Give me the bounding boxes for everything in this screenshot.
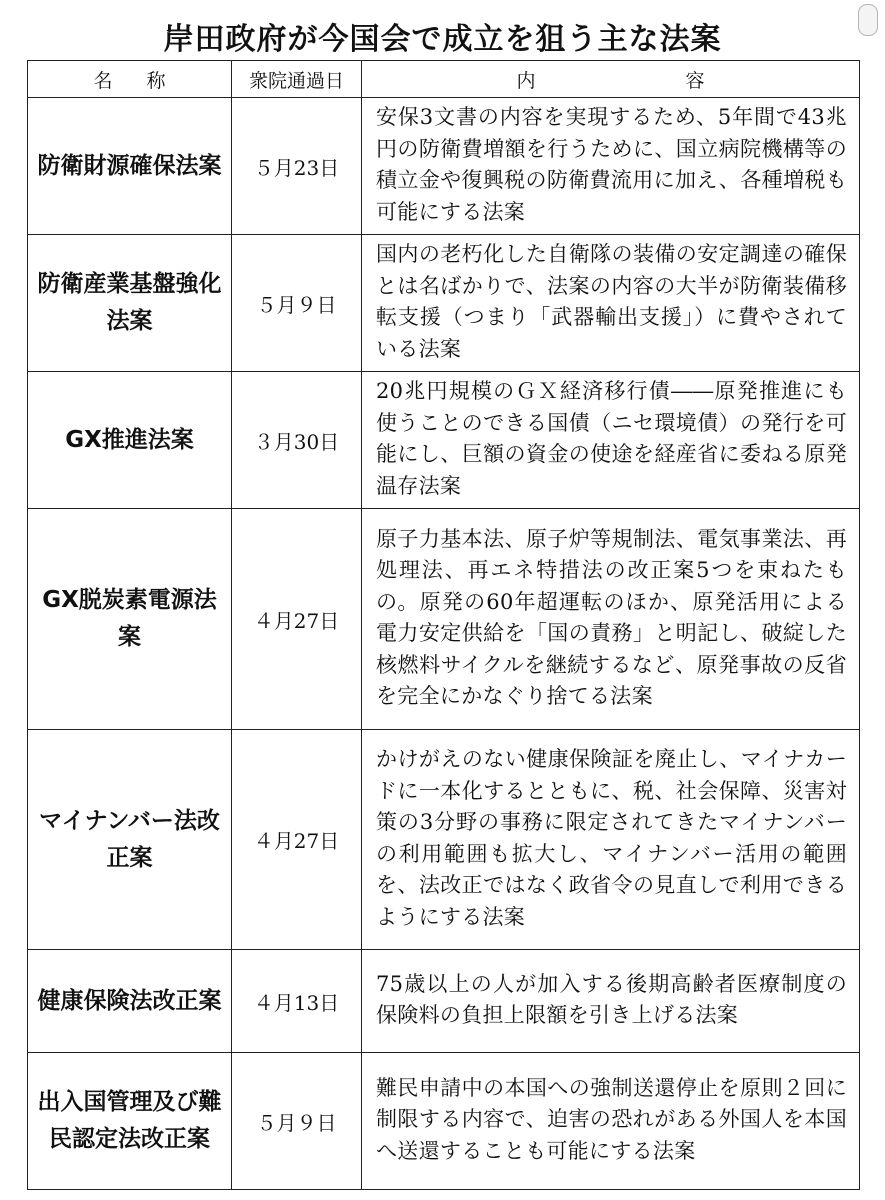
table-row	[28, 98, 860, 235]
pass-date: ４月13日	[232, 950, 362, 1053]
law-content: 難民申請中の本国への強制送還停止を原則２回に制限する内容で、迫害の恐れがある外国人を本国へ送還することも可能にする法案	[362, 1053, 860, 1190]
header-content: 内容	[362, 61, 860, 98]
law-content: かけがえのない健康保険証を廃止し、マイナカードに一本化するとともに、税、社会保障、災害対策の3分野の事務に限定されてきたマイナンバーの利用範囲も拡大し、マイナンバー活用の範囲を、法改正ではなく政省令の見直しで利用できるようにする法案	[362, 730, 860, 950]
pass-date: ４月27日	[232, 730, 362, 950]
table-row	[28, 235, 860, 372]
header-date: 衆院通過日	[232, 61, 362, 98]
table-row	[28, 509, 860, 730]
table-row	[28, 372, 860, 509]
law-name: 出入国管理及び難民認定法改正案	[28, 1053, 232, 1190]
law-content: 原子力基本法、原子炉等規制法、電気事業法、再処理法、再エネ特措法の改正案5つを束ねたもの。原発の60年超運転のほか、原発活用による電力安定供給を「国の責務」と明記し、破綻した核燃料サイクルを継続するなど、原発事故の反省を完全にかなぐり捨てる法案	[362, 509, 860, 730]
pass-date: ５月９日	[232, 1053, 362, 1190]
law-content: 20兆円規模のＧＸ経済移行債――原発推進にも使うことのできる国債（ニセ環境債）の発行を可能にし、巨額の資金の使途を経産省に委ねる原発温存法案	[362, 372, 860, 509]
pass-date: ３月30日	[232, 372, 362, 509]
table-header-row	[28, 61, 860, 98]
law-name: GX脱炭素電源法案	[28, 509, 232, 730]
law-name: マイナンバー法改正案	[28, 730, 232, 950]
table-row	[28, 730, 860, 950]
law-content: 国内の老朽化した自衛隊の装備の安定調達の確保とは名ばかりで、法案の内容の大半が防衛装備移転支援（つまり「武器輸出支援」）に費やされている法案	[362, 235, 860, 372]
header-name: 名称	[28, 61, 232, 98]
law-name: 防衛財源確保法案	[28, 98, 232, 235]
pass-date: ５月23日	[232, 98, 362, 235]
laws-table	[27, 60, 860, 1190]
law-content: 安保3文書の内容を実現するため、5年間で43兆円の防衛費増額を行うために、国立病院機構等の積立金や復興税の防衛費流用に加え、各種増税も可能にする法案	[362, 98, 860, 235]
law-name: 健康保険法改正案	[28, 950, 232, 1053]
pass-date: ５月９日	[232, 235, 362, 372]
law-name: GX推進法案	[28, 372, 232, 509]
table-row	[28, 950, 860, 1053]
page-title: 岸田政府が今国会で成立を狙う主な法案	[163, 22, 722, 57]
pass-date: ４月27日	[232, 509, 362, 730]
table-row	[28, 1053, 860, 1190]
law-content: 75歳以上の人が加入する後期高齢者医療制度の保険料の負担上限額を引き上げる法案	[362, 950, 860, 1053]
law-name: 防衛産業基盤強化法案	[28, 235, 232, 372]
